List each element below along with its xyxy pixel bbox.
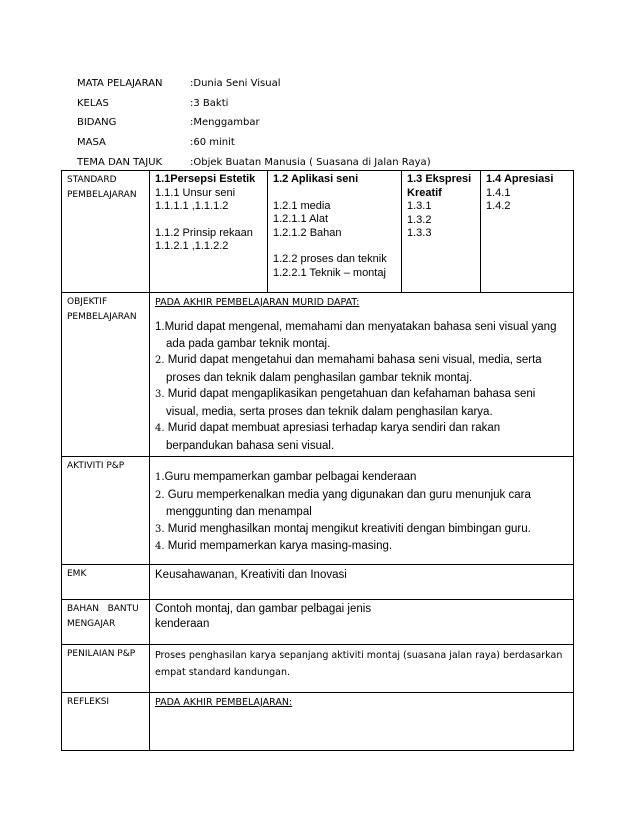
emk-text: Keusahawanan, Kreativiti dan Inovasi	[155, 569, 347, 581]
penilaian-text: Proses penghasilan karya sepanjang aktiviti montaj (suasana jalan raya) berdasarkan empat standard kandungan.	[155, 650, 563, 678]
list-item-number: 3.	[155, 523, 165, 535]
refleksi-label-cell	[62, 693, 150, 751]
bahan-line: kenderaan	[155, 618, 210, 630]
standard-item: 1.1.2.1 ,1.1.2.2	[155, 240, 229, 252]
standard-label-line: STANDARD	[67, 175, 117, 185]
standard-col-title: 1.4 Apresiasi	[486, 173, 554, 185]
penilaian-label: PENILAIAN P&P	[67, 649, 136, 659]
header-label: MASA	[77, 137, 106, 149]
header-value: :Menggambar	[190, 117, 260, 129]
standard-label-line: PEMBELAJARAN	[67, 190, 137, 200]
header-label: MATA PELAJARAN	[77, 78, 163, 90]
list-item	[155, 538, 568, 556]
list-item-number: 2.	[155, 355, 165, 366]
header-value: :60 minit	[190, 137, 235, 149]
standard-item: 1.2.1.2 Bahan	[273, 226, 342, 239]
list-item-number: 4.	[155, 541, 165, 552]
standard-item: 1.1.1.1 ,1.1.1.2	[155, 200, 229, 212]
list-item-text: Murid dapat mengetahui dan memahami bahasa seni visual, media, serta proses dan teknik dalam penghasilan gambar teknik montaj.	[164, 354, 542, 384]
standard-col-ekspresi	[402, 171, 481, 293]
list-item	[155, 386, 568, 420]
list-item-text: Guru mempamerkan gambar pelbagai kenderaan	[164, 471, 417, 483]
list-item-text: Murid dapat mengenal, memahami dan menyatakan bahasa seni visual yang ada pada gambar teknik montaj.	[164, 321, 557, 350]
row-aktiviti	[62, 457, 574, 565]
bahan-content	[150, 600, 574, 645]
row-bahan	[62, 600, 574, 645]
standard-item: 1.2.1 media	[273, 199, 331, 212]
penilaian-content	[150, 645, 574, 693]
objektif-label-cell	[62, 293, 150, 457]
objektif-list	[155, 319, 568, 454]
list-item	[155, 487, 568, 521]
standard-item: 1.4.1	[486, 186, 511, 199]
header-row-subject	[77, 74, 431, 94]
row-emk	[62, 565, 574, 600]
objektif-label-line: PEMBELAJARAN	[67, 312, 137, 322]
penilaian-label-cell	[62, 645, 150, 693]
standard-col-aplikasi	[268, 171, 402, 293]
standard-item: 1.3.2	[407, 213, 432, 226]
standard-item: 1.2.1.1 Alat	[273, 213, 329, 225]
objektif-label-line: OBJEKTIF	[67, 297, 108, 307]
header-value: :3 Bakti	[190, 97, 229, 109]
standard-item: 1.4.2	[486, 200, 511, 212]
list-item-number: 1.	[155, 321, 165, 333]
standard-item: 1.3.3	[407, 227, 432, 239]
list-item-text: Murid menghasilkan montaj mengikut kreativiti dengan bimbingan guru.	[164, 522, 531, 535]
header-label: BIDANG	[77, 117, 117, 129]
standard-item: 1.3.1	[407, 200, 432, 212]
list-item	[155, 420, 568, 454]
refleksi-label: REFLEKSI	[67, 697, 110, 707]
list-item-number: 3.	[155, 389, 165, 400]
emk-label-cell	[62, 565, 150, 600]
emk-label: EMK	[67, 569, 87, 579]
standard-col-apresiasi	[481, 171, 574, 293]
standard-col-title: 1.1Persepsi Estetik	[155, 173, 256, 185]
aktiviti-list	[155, 469, 568, 556]
standard-col-title: 1.2 Aplikasi seni	[273, 173, 359, 185]
row-penilaian	[62, 645, 574, 693]
standard-item: 1.2.2.1 Teknik – montaj	[273, 266, 386, 279]
standard-item: 1.2.2 proses dan teknik	[273, 253, 387, 265]
list-item-text: Murid mempamerkan karya masing-masing.	[164, 540, 393, 552]
aktiviti-label: AKTIVITI P&P	[67, 461, 125, 471]
emk-content	[150, 565, 574, 600]
header-value: :Dunia Seni Visual	[190, 78, 281, 90]
list-item-text: Guru memperkenalkan media yang digunakan dan guru menunjuk cara menggunting dan menampal	[164, 488, 531, 518]
list-item-number: 2.	[155, 489, 165, 501]
standard-col-estetik	[150, 171, 268, 293]
header-label: TEMA DAN TAJUK	[77, 156, 163, 168]
refleksi-heading: PADA AKHIR PEMBELAJARAN:	[155, 697, 293, 708]
list-item	[155, 469, 568, 487]
standard-col-title: Kreatif	[407, 186, 442, 199]
aktiviti-content	[150, 457, 574, 565]
standard-item: 1.1.2 Prinsip rekaan	[155, 226, 253, 239]
objektif-content	[150, 293, 574, 457]
row-refleksi	[62, 693, 574, 751]
row-objektif	[62, 293, 574, 457]
standard-col-title: 1.3 Ekspresi	[407, 173, 472, 185]
bahan-label-line: BAHAN BANTU	[67, 604, 139, 614]
aktiviti-label-cell	[62, 457, 150, 565]
list-item-number: 1.	[155, 472, 165, 483]
header-label: KELAS	[77, 97, 109, 109]
list-item-text: Murid dapat membuat apresiasi terhadap karya sendiri dan rakan berpandukan bahasa seni visual.	[164, 422, 501, 452]
header-row-class	[77, 94, 431, 114]
header-row-field	[77, 113, 431, 133]
list-item	[155, 521, 568, 539]
header-value: :Objek Buatan Manusia ( Suasana di Jalan Raya)	[190, 156, 431, 168]
standard-item: 1.1.1 Unsur seni	[155, 186, 236, 199]
list-item	[155, 352, 568, 386]
list-item	[155, 319, 568, 352]
header-row-time	[77, 133, 431, 153]
standard-label-cell	[62, 171, 150, 293]
objektif-heading: PADA AKHIR PEMBELAJARAN MURID DAPAT:	[155, 297, 360, 308]
refleksi-content	[150, 693, 574, 751]
lesson-plan-table	[61, 170, 574, 751]
list-item-text: Murid dapat mengaplikasikan pengetahuan dan kefahaman bahasa seni visual, media, serta proses dan teknik dalam penghasilan karya.	[164, 388, 536, 418]
list-item-number: 4.	[155, 423, 165, 434]
bahan-label-cell	[62, 600, 150, 645]
lesson-header	[77, 74, 431, 172]
bahan-line: Contoh montaj, dan gambar pelbagai jenis	[155, 603, 372, 615]
bahan-label-line: MENGAJAR	[67, 619, 116, 629]
row-standard	[62, 171, 574, 293]
